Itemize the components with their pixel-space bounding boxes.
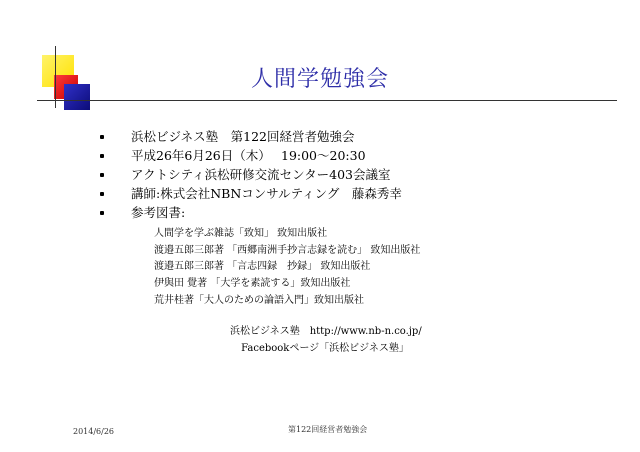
bullet-icon <box>100 135 104 139</box>
contact-facebook: Facebookページ「浜松ビジネス塾」 <box>241 343 409 354</box>
bullet-list <box>108 127 402 222</box>
reference-item: 荒井桂著「大人のための論語入門」致知出版社 <box>154 294 364 306</box>
reference-list <box>154 226 420 309</box>
bullet-icon <box>100 173 104 177</box>
bullet-item: 講師:株式会社NBNコンサルティング 藤森秀幸 <box>108 184 402 203</box>
bullet-icon <box>100 192 104 196</box>
bullet-icon <box>100 211 104 215</box>
contact-info <box>230 323 420 357</box>
footer-title: 第122回経営者勉強会 <box>288 425 368 434</box>
reference-item: 人間学を学ぶ雑誌「致知」 致知出版社 <box>154 228 328 239</box>
reference-item: 渡邉五郎三郎著 「言志四録 抄録」 致知出版社 <box>154 261 371 273</box>
slide-title: 人間学勉強会 <box>250 67 389 92</box>
bullet-icon <box>100 154 104 158</box>
bullet-item: 平成26年6月26日（木） 19:00～20:30 <box>108 146 402 165</box>
footer-date: 2014/6/26 <box>73 427 115 436</box>
reference-item: 伊與田 覺著 「大学を素読する」致知出版社 <box>154 278 351 290</box>
title-rule <box>37 100 617 101</box>
bullet-item: 浜松ビジネス塾 第122回経営者勉強会 <box>108 127 402 146</box>
contact-website: 浜松ビジネス塾 http://www.nb-n.co.jp/ <box>230 326 422 337</box>
bullet-item: 参考図書: <box>108 203 402 222</box>
reference-item: 渡邉五郎三郎著 「西郷南洲手抄言志録を読む」 致知出版社 <box>154 244 421 256</box>
bullet-item: アクトシティ浜松研修交流センター403会議室 <box>108 165 402 184</box>
